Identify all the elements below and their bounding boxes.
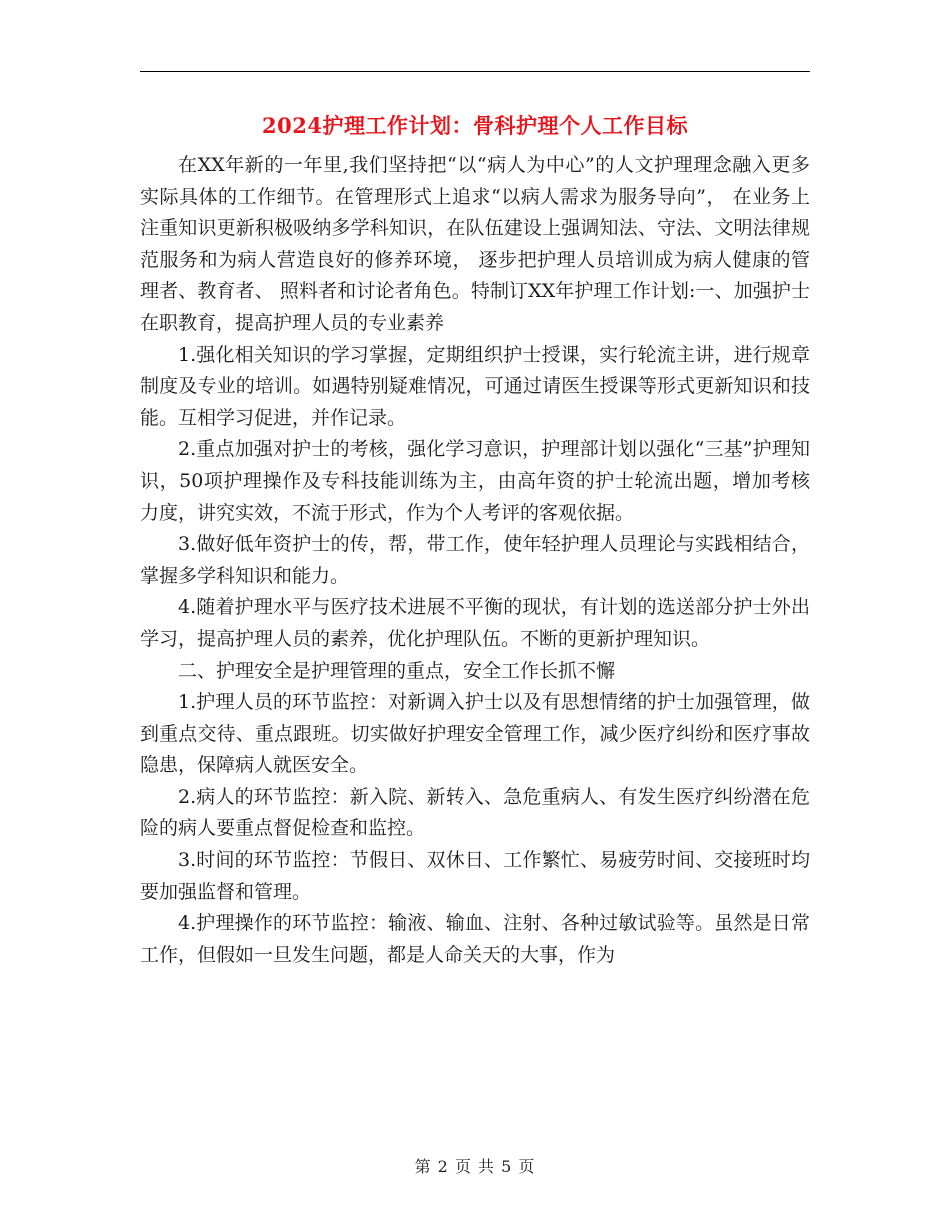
header-rule [140, 71, 810, 72]
paragraph-2-3: 3.时间的环节监控：节假日、双休日、工作繁忙、易疲劳时间、交接班时均要加强监督和管理。 [140, 849, 810, 903]
document-body [140, 150, 810, 971]
paragraph-1-1: 1.强化相关知识的学习掌握，定期组织护士授课，实行轮流主讲，进行规章制度及专业的培训。如遇特别疑难情况，可通过请医生授课等形式更新知识和技能。互相学习促进，并作记录。 [140, 343, 810, 429]
page-footer: 第 2 页 共 5 页 [414, 1157, 536, 1176]
paragraph-1-2: 2.重点加强对护士的考核，强化学习意识，护理部计划以强化“三基”护理知识，50项护理操作及专科技能训练为主，由高年资的护士轮流出题，增加考核力度，讲究实效，不流于形式，作为个人考评的客观依据。 [140, 438, 810, 524]
document-title: 2024护理工作计划：骨科护理个人工作目标 [262, 113, 688, 138]
paragraph-2-4: 4.护理操作的环节监控：输液、输血、注射、各种过敏试验等。虽然是日常工作，但假如一旦发生问题，都是人命关天的大事，作为 [140, 912, 810, 966]
paragraph-intro: 在XX年新的一年里,我们坚持把“以“病人为中心”的人文护理理念融入更多实际具体的工作细节。在管理形式上追求“以病人需求为服务导向”， 在业务上注重知识更新积极吸纳多学科知识，在队伍建设上强调知法、守法、文明法律规范服务和为病人营造良好的修养环境， 逐步把护理人员培训成为病人健康的管理者、教育者、 照料者和讨论者角色。特制订XX年护理工作计划:一、加强护士在职教育，提高护理人员的专业素养 [140, 154, 810, 334]
paragraph-1-3: 3.做好低年资护士的传，帮，带工作，使年轻护理人员理论与实践相结合，掌握多学科知识和能力。 [140, 533, 810, 587]
paragraph-2-2: 2.病人的环节监控：新入院、新转入、急危重病人、有发生医疗纠纷潜在危险的病人要重点督促检查和监控。 [140, 785, 810, 840]
paragraph-2-1: 1.护理人员的环节监控：对新调入护士以及有思想情绪的护士加强管理，做到重点交待、重点跟班。切实做好护理安全管理工作，减少医疗纠纷和医疗事故隐患，保障病人就医安全。 [140, 691, 810, 777]
paragraph-1-4: 4.随着护理水平与医疗技术进展不平衡的现状，有计划的选送部分护士外出学习，提高护理人员的素养，优化护理队伍。不断的更新护理知识。 [140, 596, 810, 650]
section-heading-2: 二、护理安全是护理管理的重点，安全工作长抓不懈 [178, 659, 616, 682]
